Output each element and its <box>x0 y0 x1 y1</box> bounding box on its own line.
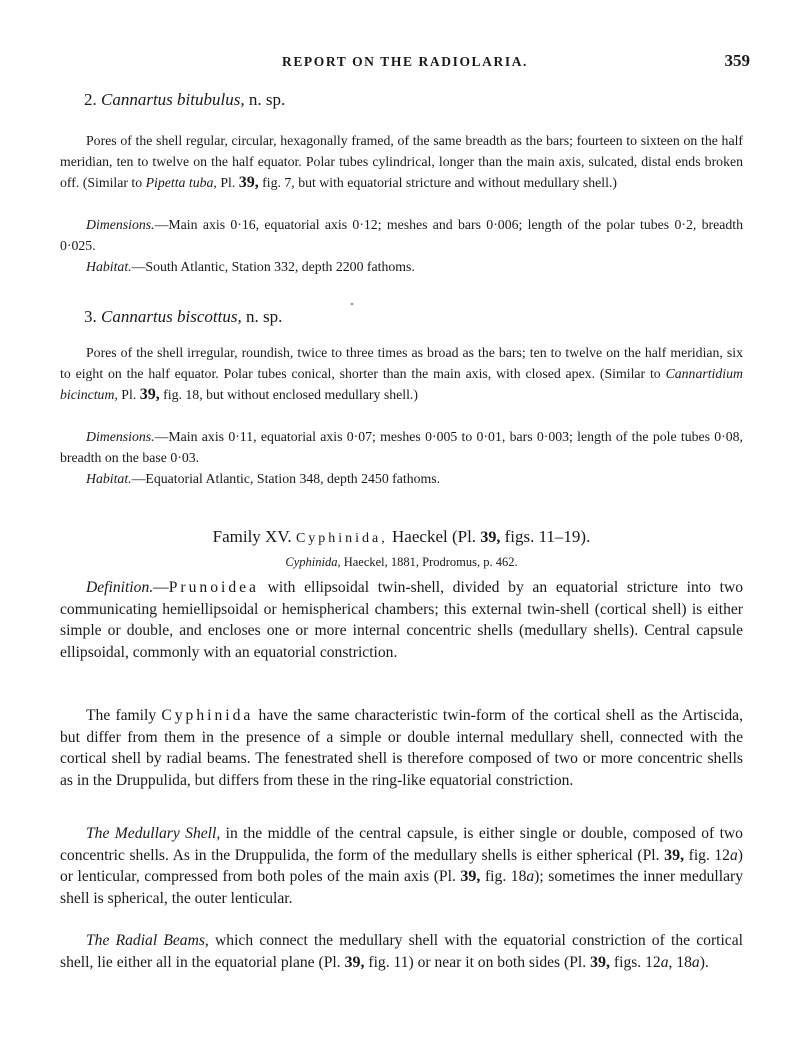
definition-term: Prunoidea <box>168 579 259 596</box>
species-description <box>60 342 743 405</box>
print-speck <box>351 303 353 305</box>
citation-name: Cyphinida, <box>285 555 341 569</box>
species-number: 2. <box>84 90 97 109</box>
habitat-text: —South Atlantic, Station 332, depth 2200 fathoms. <box>131 259 415 274</box>
species-name: Cannartus bitubulus, <box>101 90 245 109</box>
radial-beams-paragraph <box>60 930 743 973</box>
page-number: 359 <box>724 51 750 70</box>
family-heading <box>60 527 743 547</box>
medullary-shell-paragraph <box>60 823 743 909</box>
plate-number: 39, <box>238 174 259 191</box>
paragraph-text: fig. 11) or near it on both sides (Pl. <box>364 953 591 971</box>
plate-number: 39, <box>139 386 160 403</box>
family-author: Haeckel (Pl. <box>387 527 481 546</box>
paragraph-text: fig. 12 <box>684 846 730 864</box>
description-text: fig. 18, but without enclosed medullary shell.) <box>159 387 418 402</box>
species-heading-biscottus <box>84 307 282 327</box>
description-text: Pl. <box>117 387 140 402</box>
paragraph-text: which connect the medullary shell with the equatorial constriction of the cortical shell, lie either all in the equatorial plane (Pl. <box>60 932 743 971</box>
family-citation <box>60 555 743 570</box>
citation-text: Haeckel, 1881, Prodromus, p. 462. <box>340 555 518 569</box>
definition-text: with ellipsoidal twin-shell, divided by an equatorial stricture into two communicating hemiellipsoidal or hemispherical chambers; this external twin-shell (cortical shell) is either simple or double, and encloses one or more internal concentric shells (medullary shells). Central capsule ellipsoidal, commonly with an equatorial constriction. <box>60 579 743 661</box>
paragraph-text: figs. 12 <box>610 953 661 971</box>
family-number: Family XV. <box>212 527 292 546</box>
running-title: REPORT ON THE RADIOLARIA. <box>281 54 529 69</box>
family-paragraph <box>60 705 743 791</box>
dimensions-text: —Main axis 0·16, equatorial axis 0·12; meshes and bars 0·006; length of the polar tubes 0·2, breadth 0·025. <box>60 217 743 253</box>
paragraph-text: , 18 <box>668 953 692 971</box>
figure-letter: a <box>526 868 535 886</box>
description-text: fig. 7, but with equatorial stricture and without medullary shell.) <box>258 175 617 190</box>
dimensions-label: Dimensions. <box>86 217 155 232</box>
definition-paragraph <box>60 577 743 663</box>
section-label: The Radial Beams, <box>86 932 209 949</box>
paragraph-text: ); sometimes the inner medullary shell is spherical, the outer lenticular. <box>60 868 743 907</box>
section-label: The Medullary Shell, <box>86 825 221 842</box>
dimensions-label: Dimensions. <box>86 429 155 444</box>
habitat-label: Habitat. <box>86 471 132 486</box>
plate-number: 39, <box>590 953 611 971</box>
figure-letter: a <box>660 953 669 971</box>
description-text: Pl. <box>216 175 239 190</box>
definition-dash: — <box>153 579 169 596</box>
paragraph-text: have the same characteristic twin-form of the cortical shell as the Artiscida, but differ from them in the presence of a simple or double internal medullary shell, connected with the cortical shell by radial beams. The fenestrated shell is therefore composed of two or more concentric shells as in the Druppulida, but differs from these in the ring-like equatorial constriction. <box>60 707 744 789</box>
definition-label: Definition. <box>86 579 154 596</box>
species-number: 3. <box>84 307 97 326</box>
similar-species: Cannartidium bicinctum, <box>60 366 743 402</box>
species-dimensions <box>60 214 743 256</box>
species-dimensions <box>60 426 743 468</box>
plate-number: 39, <box>344 953 365 971</box>
similar-species: Pipetta tuba, <box>145 175 217 190</box>
running-head <box>60 50 750 74</box>
family-term: Cyphinida <box>161 707 254 724</box>
paragraph-text: ) or lenticular, compressed from both poles of the main axis (Pl. <box>60 846 743 886</box>
species-habitat <box>60 468 743 489</box>
plate-number: 39, <box>664 846 685 864</box>
habitat-text: —Equatorial Atlantic, Station 348, depth 2450 fathoms. <box>131 471 441 486</box>
paragraph-text: fig. 18 <box>480 868 527 886</box>
description-text: Pores of the shell regular, circular, hexagonally framed, of the same breadth as the bars; fourteen to sixteen on the half meridian, ten to twelve on the half equator. Polar tubes cylindrical, longer than the main axis, sulcated, distal ends broken off. (Similar to <box>60 133 743 190</box>
dimensions-text: —Main axis 0·11, equatorial axis 0·07; meshes 0·005 to 0·01, bars 0·003; length of the pole tubes 0·08, breadth on the base 0·03. <box>60 429 743 465</box>
plate-number: 39, <box>480 529 501 546</box>
family-name: Cyphinida, <box>295 531 388 546</box>
species-habitat <box>60 256 743 277</box>
figure-letter: a <box>691 953 700 971</box>
description-text: Pores of the shell irregular, roundish, twice to three times as broad as the bars; ten to twelve on the half meridian, six to eight on the half equator. Polar tubes conical, shorter than the main axis, with closed apex. (Similar to <box>60 345 743 381</box>
species-name: Cannartus biscottus, <box>101 307 242 326</box>
paragraph-text: in the middle of the central capsule, is either single or double, composed of two concentric shells. As in the Druppulida, the form of the medullary shells is either spherical (Pl. <box>60 825 743 864</box>
paragraph-text: The family <box>86 707 162 724</box>
paragraph-text: ). <box>699 953 709 971</box>
family-figures: figs. 11–19). <box>500 527 591 546</box>
plate-number: 39, <box>460 868 481 886</box>
species-suffix: n. sp. <box>248 90 286 109</box>
species-heading-bitubulus <box>84 90 285 110</box>
species-description <box>60 130 743 193</box>
figure-letter: a <box>729 846 738 864</box>
species-suffix: n. sp. <box>246 307 283 326</box>
habitat-label: Habitat. <box>86 259 132 274</box>
